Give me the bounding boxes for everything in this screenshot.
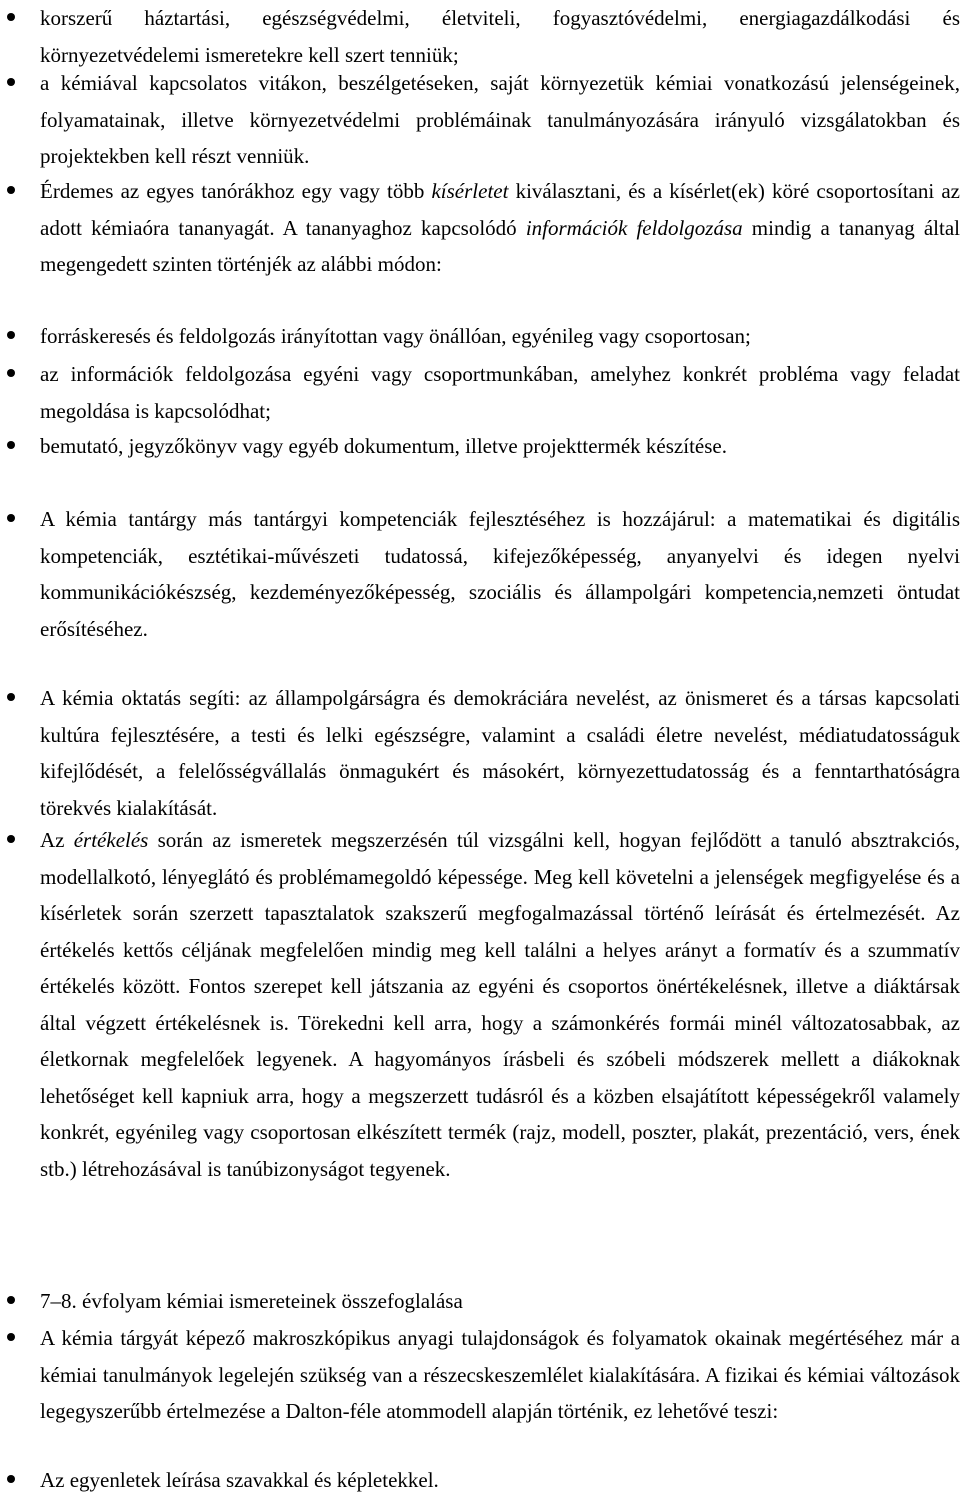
bullet-icon <box>7 186 15 194</box>
item-text: bemutató, jegyzőkönyv vagy egyéb dokumentum, illetve projekttermék készítése. <box>40 434 727 458</box>
list-item <box>40 428 960 465</box>
list-item <box>40 1462 960 1499</box>
item-text: forráskeresés és feldolgozás irányítottan vagy önállóan, egyénileg vagy csoportosan; <box>40 324 751 348</box>
list-item <box>40 173 960 283</box>
list-item <box>40 0 960 73</box>
item-text: Az <box>40 828 74 852</box>
item-text: mindig a tananyag által megengedett szinten történjék az alábbi módon: <box>40 215 960 276</box>
bullet-icon <box>7 369 15 377</box>
list-item <box>40 318 960 355</box>
item-text: Érdemes az egyes tanórákhoz egy vagy több <box>40 179 432 203</box>
item-emphasis: kísérletet <box>431 179 509 203</box>
item-text: A kémia tantárgy más tantárgyi kompetenciák fejlesztéséhez is hozzájárul: a matematikai és digitális kompetenciák, esztétikai-művészeti tudatossá, kifejezőképesség, anyanyelvi és idegen nyelvi kommunikációkészség, kezdeményezőképesség, szociális és állampolgári kompetencia,nemzeti öntudat erősítéséhez. <box>40 507 960 641</box>
item-emphasis: értékelés <box>73 828 149 852</box>
item-text: A kémia tárgyát képező makroszkópikus anyagi tulajdonságok és folyamatok okainak megértéséhez már a kémiai tanulmányok legelején szükség van a részecskeszemlélet kialakítására. A fizikai és kémiai változások legegyszerűbb értelmezése a Dalton-féle atommodell alapján történik, ez lehetővé teszi: <box>40 1326 960 1423</box>
bullet-icon <box>7 693 15 701</box>
list-item <box>40 501 960 647</box>
list-item <box>40 822 960 1187</box>
list-item <box>40 1283 960 1320</box>
list-item <box>40 680 960 826</box>
item-text: Az egyenletek leírása szavakkal és képletekkel. <box>40 1468 439 1492</box>
bullet-icon <box>7 835 15 843</box>
bullet-icon <box>7 514 15 522</box>
item-text: A kémia oktatás segíti: az állampolgárságra és demokráciára nevelést, az önismeret és a társas kapcsolati kultúra fejlesztésére, a testi és lelki egészségre, valamint a családi életre nevelést, médiatudatosságuk kifejlődését, a felelősségvállalás önmagukért és másokért, környezettudatosság és a fenntarthatóságra törekvés kialakítását. <box>40 686 960 820</box>
list-item <box>40 65 960 175</box>
item-text: az információk feldolgozása egyéni vagy csoportmunkában, amelyhez konkrét probléma vagy feladat megoldása is kapcsolódhat; <box>40 362 960 423</box>
list-item <box>40 356 960 429</box>
item-text: korszerű háztartási, egészségvédelmi, életviteli, fogyasztóvédelmi, energiagazdálkodási és környezetvédelemi ismeretekre kell szert tenniük; <box>40 6 960 67</box>
item-text: során az ismeretek megszerzésén túl vizsgálni kell, hogyan fejlődött a tanuló absztrakciós, modellalkotó, lényeglátó és problémamegoldó képessége. Meg kell követelni a jelenségek megfigyelése és a kísérletek során szerzett tapasztalatok szakszerű megfogalmazással történő leírását és értelmezését. Az értékelés kettős céljának megfelelően mindig meg kell találni a helyes arányt a formatív és a szummatív értékelés között. Fontos szerepet kell játszania az egyéni és csoportos önértékelésnek, illetve a diáktársak által végzett értékelésnek is. Törekedni kell arra, hogy a számonkérés formái minél változatosabbak, az életkornak megfelelőek legyenek. A hagyományos írásbeli és szóbeli módszerek mellett a diákoknak lehetőséget kell kapniuk arra, hogy a megszerzett tudásról és a közben elsajátított képességekről valamely konkrét, egyénileg vagy csoportosan elkészített termék (rajz, modell, poszter, plakát, prezentáció, vers, ének stb.) létrehozásával is tanúbizonyságot tegyenek. <box>40 828 960 1181</box>
item-emphasis: információk feldolgozása <box>525 215 743 240</box>
list-item <box>40 1320 960 1430</box>
item-text: 7–8. évfolyam kémiai ismereteinek összefoglalása <box>40 1289 463 1313</box>
bullet-icon <box>7 1296 15 1304</box>
bullet-icon <box>7 331 15 339</box>
bullet-icon <box>7 13 15 21</box>
bullet-icon <box>7 1475 15 1483</box>
item-text: kiválasztani, és a kísérlet(ek) köré csoportosítani az adott kémiaóra tananyagát. A tananyaghoz kapcsolódó <box>40 179 960 240</box>
bullet-icon <box>7 78 15 86</box>
bullet-icon <box>7 1333 15 1341</box>
item-text: a kémiával kapcsolatos vitákon, beszélgetéseken, saját környezetük kémiai vonatkozású jelenségeinek, folyamatainak, illetve környezetvédelmi problémáinak tanulmányozására irányuló vizsgálatokban és projektekben kell részt venniük. <box>40 71 960 168</box>
bullet-icon <box>7 441 15 449</box>
